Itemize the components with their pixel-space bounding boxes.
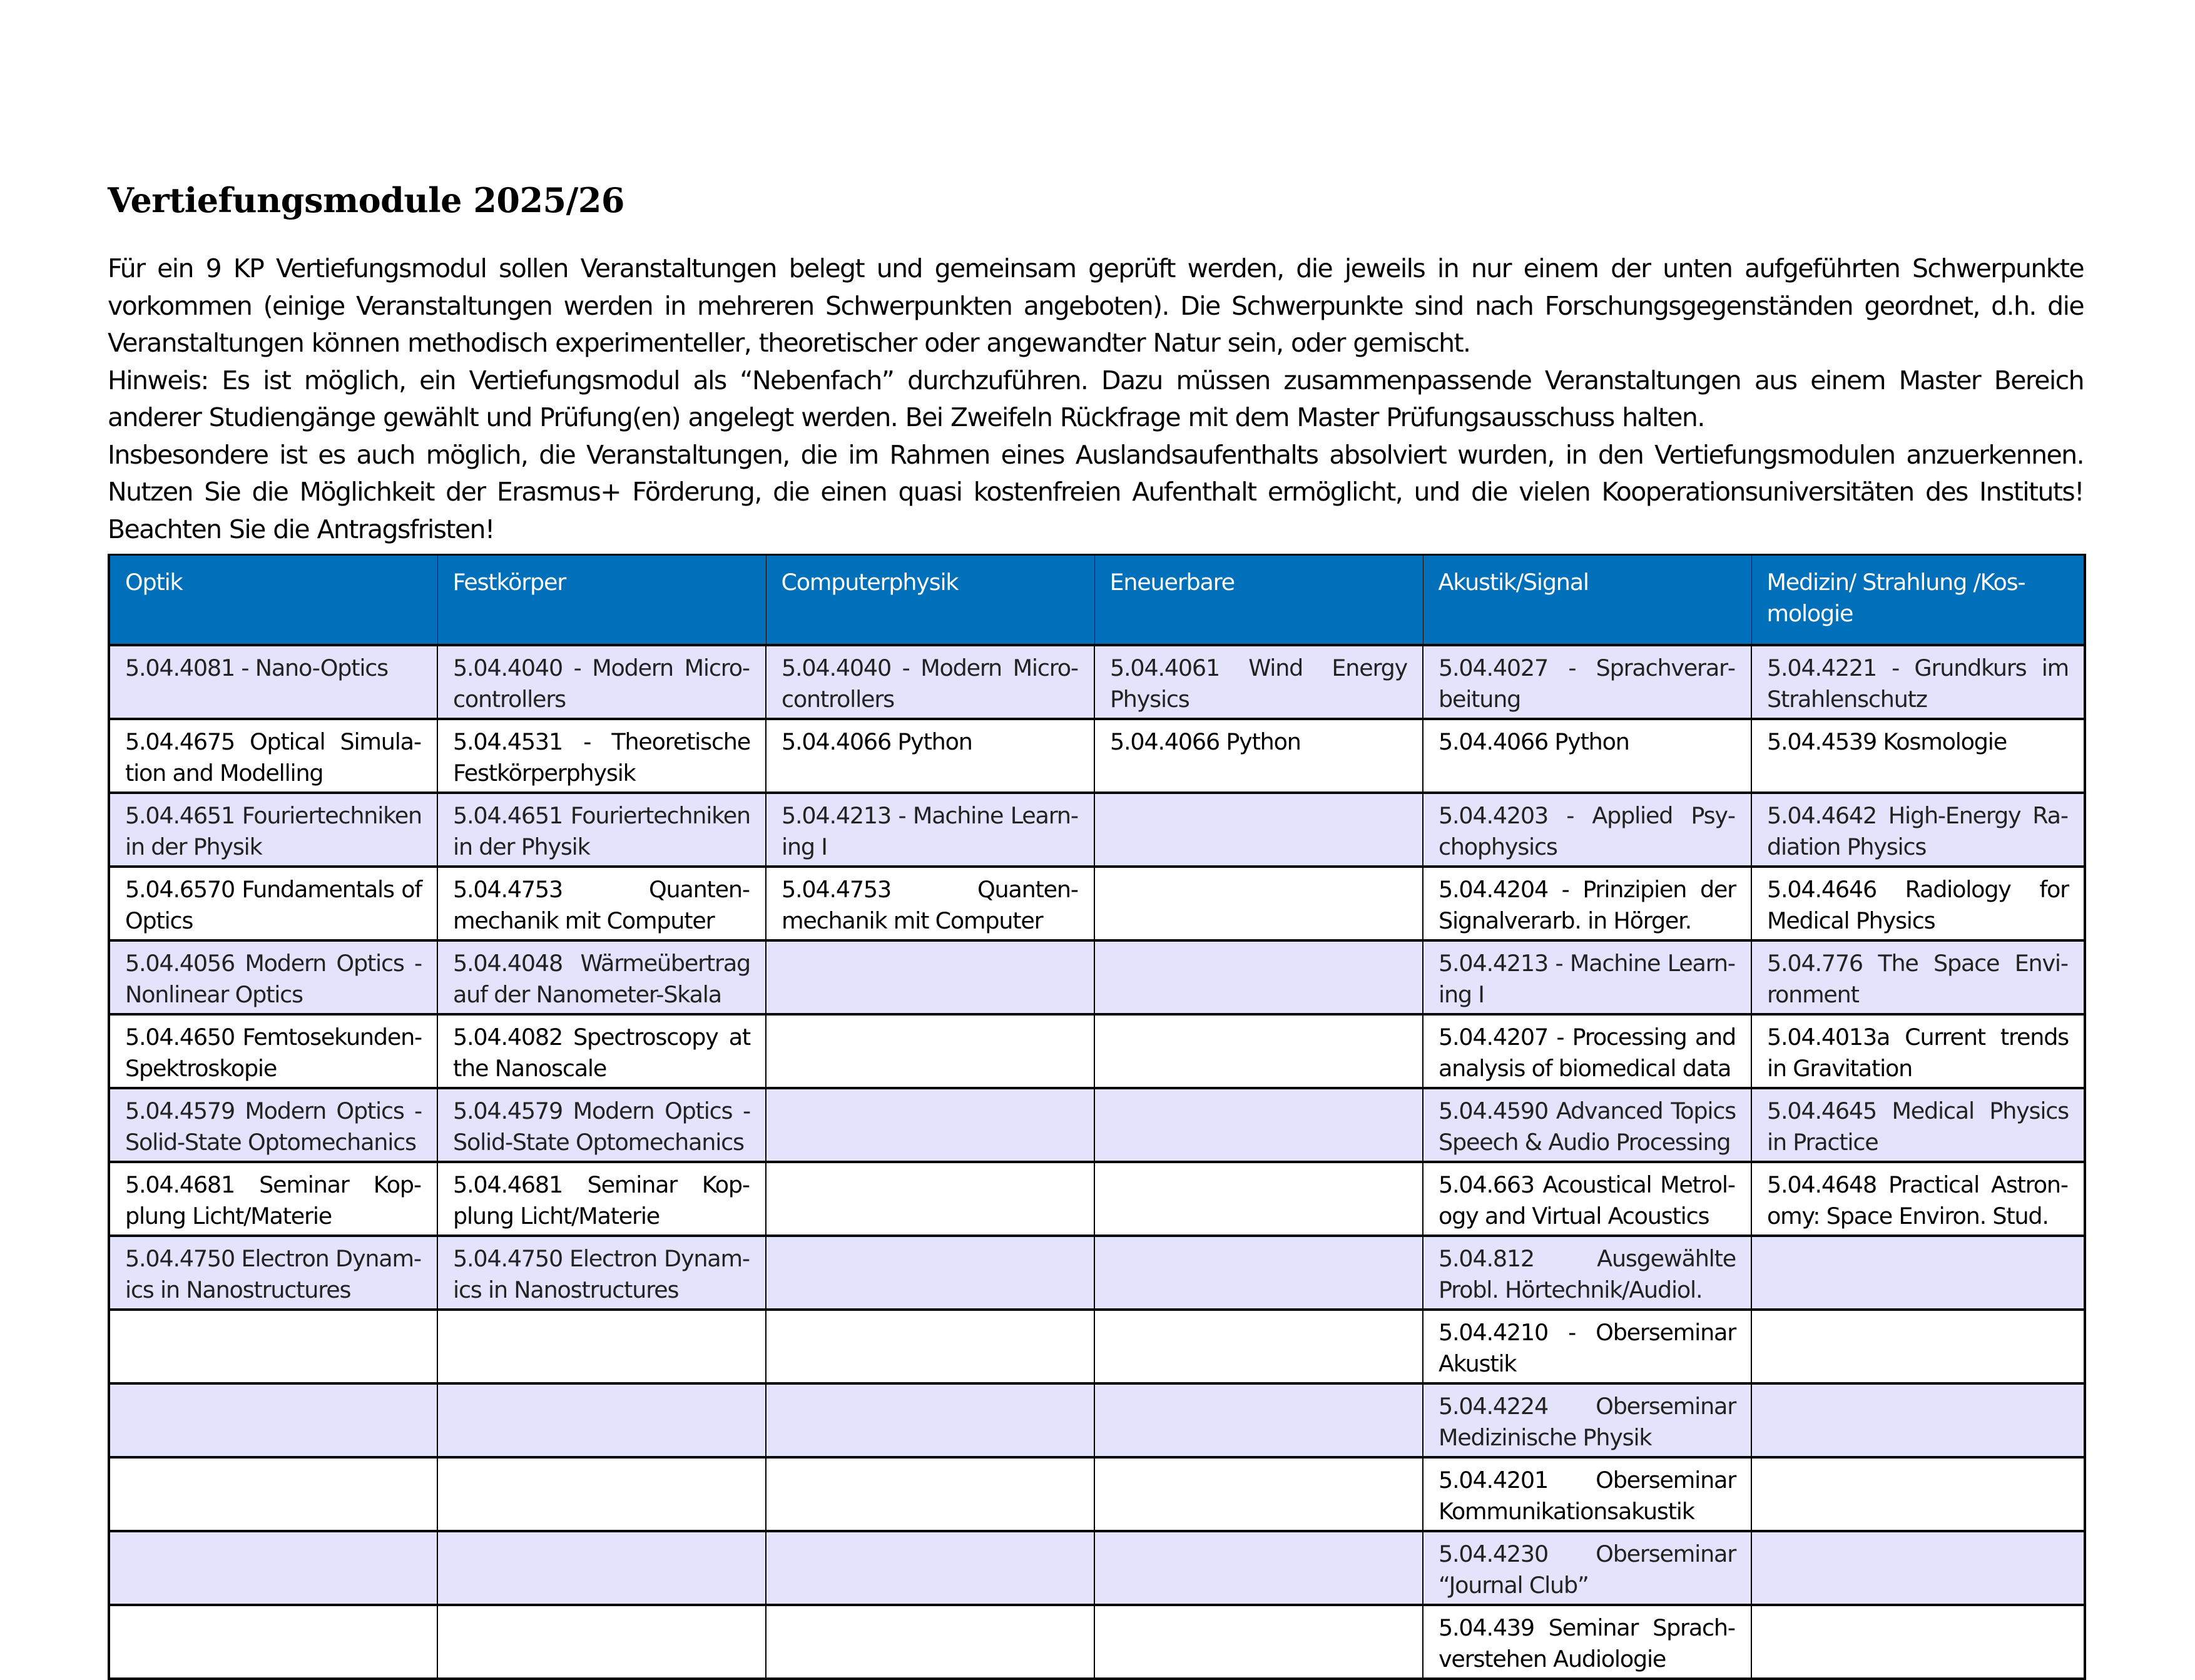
module-cell-medizin-strahlung-kosmologie: [1751, 1236, 2085, 1310]
module-cell-optik: 5.04.4650 Femtosekunden-Spektroskopie: [109, 1014, 437, 1088]
module-cell-akustik-signal: 5.04.4203 - Applied Psychophysics: [1423, 793, 1751, 867]
column-header-festkoerper: Festkörper: [437, 555, 766, 646]
module-cell-medizin-strahlung-kosmologie: 5.04.4642 High-Energy Radiation Physics: [1751, 793, 2085, 867]
module-cell-festkoerper: [437, 1310, 766, 1383]
module-cell-erneuerbare: [1094, 1310, 1423, 1383]
module-cell-akustik-signal: 5.04.4590 Advanced Topics Speech & Audio Processing: [1423, 1088, 1751, 1162]
module-cell-akustik-signal: 5.04.4066 Python: [1423, 719, 1751, 793]
page-title: Vertiefungsmodule 2025/26: [108, 180, 624, 220]
module-cell-festkoerper: 5.04.4753 Quantenmechanik mit Computer: [437, 867, 766, 940]
module-cell-festkoerper: 5.04.4531 - Theoretische Festkörperphysik: [437, 719, 766, 793]
module-cell-medizin-strahlung-kosmologie: 5.04.4013a Current trends in Gravitation: [1751, 1014, 2085, 1088]
module-cell-akustik-signal: 5.04.4201 Oberseminar Kommunikationsakustik: [1423, 1457, 1751, 1531]
module-cell-computerphysik: 5.04.4066 Python: [766, 719, 1094, 793]
module-cell-festkoerper: 5.04.4681 Seminar Kopplung Licht/Materie: [437, 1162, 766, 1236]
table-row: [109, 867, 2085, 940]
module-cell-festkoerper: 5.04.4579 Modern Optics - Solid-State Optomechanics: [437, 1088, 766, 1162]
module-cell-optik: 5.04.4651 Fouriertechniken in der Physik: [109, 793, 437, 867]
column-header-computerphysik: Computerphysik: [766, 555, 1094, 646]
module-cell-festkoerper: 5.04.4048 Wärmeübertrag auf der Nanometer-Skala: [437, 940, 766, 1014]
table-row: [109, 1310, 2085, 1383]
module-cell-festkoerper: [437, 1531, 766, 1605]
table-row: [109, 1014, 2085, 1088]
module-cell-festkoerper: [437, 1605, 766, 1679]
column-header-akustik-signal: Akustik/Signal: [1423, 555, 1751, 646]
module-cell-erneuerbare: [1094, 1457, 1423, 1531]
module-cell-optik: 5.04.4750 Electron Dynamics in Nanostructures: [109, 1236, 437, 1310]
module-cell-optik: [109, 1310, 437, 1383]
table-row: [109, 1457, 2085, 1531]
column-header-medizin-strahlung-kosmologie: Medizin/ Strahlung /Kosmologie: [1751, 555, 2085, 646]
intro-paragraph-hinweis: Hinweis: Es ist möglich, ein Vertiefungsmodul als “Nebenfach” durchzuführen. Dazu müssen zusammenpassende Veranstaltungen aus einem Master Bereich anderer Studiengänge gewählt und Prüfung(en) angelegt werden. Bei Zweifeln Rückfrage mit dem Master Prüfungsausschuss halten.: [108, 365, 2084, 432]
module-cell-erneuerbare: [1094, 1605, 1423, 1679]
module-cell-computerphysik: [766, 1605, 1094, 1679]
module-cell-akustik-signal: 5.04.439 Seminar Sprachverstehen Audiologie: [1423, 1605, 1751, 1679]
module-cell-optik: [109, 1531, 437, 1605]
module-cell-akustik-signal: 5.04.4213 - Machine Learning I: [1423, 940, 1751, 1014]
intro-paragraph-rules: Für ein 9 KP Vertiefungsmodul sollen Veranstaltungen belegt und gemeinsam geprüft werden, die jeweils in nur einem der unten aufgeführten Schwerpunkte vorkommen (einige Veranstaltungen werden in mehreren Schwerpunkten angeboten). Die Schwerpunkte sind nach Forschungsgegenständen geordnet, d.h. die Veranstaltungen können methodisch experimenteller, theoretischer oder angewandter Natur sein, oder gemischt.: [108, 253, 2084, 358]
module-cell-medizin-strahlung-kosmologie: 5.04.4648 Practical Astronomy: Space Environ. Stud.: [1751, 1162, 2085, 1236]
module-cell-erneuerbare: 5.04.4066 Python: [1094, 719, 1423, 793]
table-row: [109, 1236, 2085, 1310]
module-cell-computerphysik: 5.04.4753 Quantenmechanik mit Computer: [766, 867, 1094, 940]
module-cell-computerphysik: [766, 1531, 1094, 1605]
module-cell-computerphysik: 5.04.4040 - Modern Microcontrollers: [766, 645, 1094, 719]
module-cell-medizin-strahlung-kosmologie: 5.04.776 The Space Environment: [1751, 940, 2085, 1014]
module-cell-festkoerper: 5.04.4651 Fouriertechniken in der Physik: [437, 793, 766, 867]
module-cell-medizin-strahlung-kosmologie: 5.04.4645 Medical Physics in Practice: [1751, 1088, 2085, 1162]
module-cell-computerphysik: [766, 1236, 1094, 1310]
module-cell-erneuerbare: [1094, 867, 1423, 940]
module-cell-erneuerbare: [1094, 1531, 1423, 1605]
module-cell-festkoerper: [437, 1457, 766, 1531]
module-cell-akustik-signal: 5.04.4210 - Oberseminar Akustik: [1423, 1310, 1751, 1383]
module-cell-erneuerbare: [1094, 1383, 1423, 1457]
module-cell-optik: 5.04.6570 Fundamentals of Optics: [109, 867, 437, 940]
module-cell-erneuerbare: [1094, 1088, 1423, 1162]
table-row: [109, 645, 2085, 719]
table-row: [109, 1088, 2085, 1162]
module-cell-medizin-strahlung-kosmologie: 5.04.4221 - Grundkurs im Strahlenschutz: [1751, 645, 2085, 719]
module-cell-medizin-strahlung-kosmologie: [1751, 1531, 2085, 1605]
module-cell-optik: [109, 1383, 437, 1457]
table-row: [109, 1605, 2085, 1679]
intro-text: [108, 250, 2084, 548]
module-cell-festkoerper: 5.04.4040 - Modern Microcontrollers: [437, 645, 766, 719]
table-row: [109, 719, 2085, 793]
intro-paragraph-erasmus: Insbesondere ist es auch möglich, die Veranstaltungen, die im Rahmen eines Auslandsaufenthalts absolviert wurden, in den Vertiefungsmodulen anzuerkennen. Nutzen Sie die Möglichkeit der Erasmus+ Förderung, die einen quasi kostenfreien Aufenthalt ermöglicht, und die vielen Kooperationsuniversitäten des Instituts! Beachten Sie die Antragsfristen!: [108, 439, 2084, 544]
module-cell-festkoerper: [437, 1383, 766, 1457]
module-cell-computerphysik: 5.04.4213 - Machine Learning I: [766, 793, 1094, 867]
module-cell-computerphysik: [766, 1014, 1094, 1088]
module-cell-medizin-strahlung-kosmologie: 5.04.4539 Kosmologie: [1751, 719, 2085, 793]
module-cell-optik: [109, 1457, 437, 1531]
module-cell-optik: 5.04.4579 Modern Optics - Solid-State Optomechanics: [109, 1088, 437, 1162]
table-row: [109, 793, 2085, 867]
table-row: [109, 1531, 2085, 1605]
table-row: [109, 1162, 2085, 1236]
module-cell-akustik-signal: 5.04.4204 - Prinzipien der Signalverarb. in Hörger.: [1423, 867, 1751, 940]
module-cell-erneuerbare: 5.04.4061 Wind Energy Physics: [1094, 645, 1423, 719]
module-cell-computerphysik: [766, 1088, 1094, 1162]
module-cell-optik: 5.04.4056 Modern Optics - Nonlinear Optics: [109, 940, 437, 1014]
module-cell-computerphysik: [766, 1162, 1094, 1236]
module-cell-medizin-strahlung-kosmologie: [1751, 1310, 2085, 1383]
module-cell-computerphysik: [766, 1457, 1094, 1531]
module-cell-erneuerbare: [1094, 940, 1423, 1014]
column-header-optik: Optik: [109, 555, 437, 646]
module-cell-erneuerbare: [1094, 1014, 1423, 1088]
module-cell-erneuerbare: [1094, 793, 1423, 867]
module-cell-computerphysik: [766, 940, 1094, 1014]
module-cell-computerphysik: [766, 1383, 1094, 1457]
module-cell-akustik-signal: 5.04.4224 Oberseminar Medizinische Physik: [1423, 1383, 1751, 1457]
table-row: [109, 940, 2085, 1014]
module-cell-medizin-strahlung-kosmologie: [1751, 1605, 2085, 1679]
module-cell-akustik-signal: 5.04.812 Ausgewählte Probl. Hörtechnik/Audiol.: [1423, 1236, 1751, 1310]
table-body: [109, 645, 2085, 1679]
module-cell-akustik-signal: 5.04.4207 - Processing and analysis of biomedical data: [1423, 1014, 1751, 1088]
module-cell-computerphysik: [766, 1310, 1094, 1383]
modules-table: [108, 554, 2086, 1680]
module-cell-medizin-strahlung-kosmologie: 5.04.4646 Radiology for Medical Physics: [1751, 867, 2085, 940]
module-cell-optik: 5.04.4081 - Nano-Optics: [109, 645, 437, 719]
module-cell-erneuerbare: [1094, 1162, 1423, 1236]
module-cell-medizin-strahlung-kosmologie: [1751, 1383, 2085, 1457]
module-cell-akustik-signal: 5.04.4230 Oberseminar “Journal Club”: [1423, 1531, 1751, 1605]
module-cell-medizin-strahlung-kosmologie: [1751, 1457, 2085, 1531]
column-header-erneuerbare: Eneuerbare: [1094, 555, 1423, 646]
module-cell-akustik-signal: 5.04.4027 - Sprachverarbeitung: [1423, 645, 1751, 719]
module-cell-optik: 5.04.4675 Optical Simulation and Modelling: [109, 719, 437, 793]
module-cell-erneuerbare: [1094, 1236, 1423, 1310]
module-cell-festkoerper: 5.04.4750 Electron Dynamics in Nanostructures: [437, 1236, 766, 1310]
module-cell-akustik-signal: 5.04.663 Acoustical Metrology and Virtual Acoustics: [1423, 1162, 1751, 1236]
module-cell-optik: [109, 1605, 437, 1679]
module-cell-optik: 5.04.4681 Seminar Kopplung Licht/Materie: [109, 1162, 437, 1236]
table-row: [109, 1383, 2085, 1457]
module-cell-festkoerper: 5.04.4082 Spectroscopy at the Nanoscale: [437, 1014, 766, 1088]
table-header-row: [109, 555, 2085, 646]
